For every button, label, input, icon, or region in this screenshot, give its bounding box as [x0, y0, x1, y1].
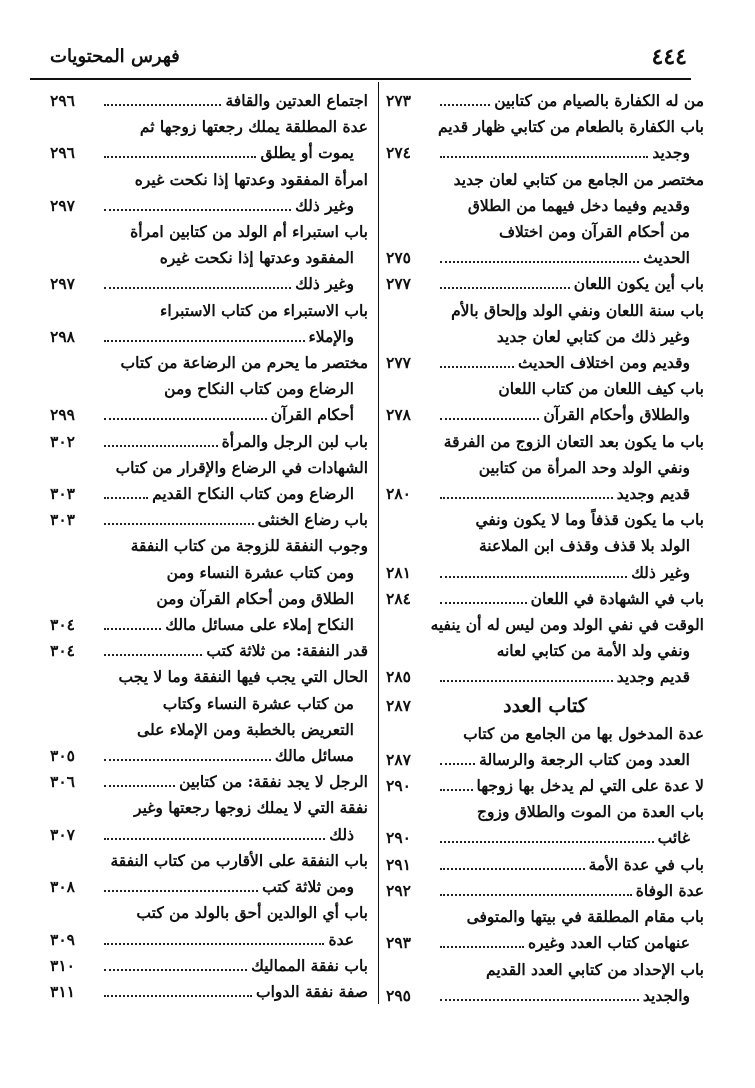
toc-page-number: ٢٧٣: [386, 91, 411, 110]
toc-entry[interactable]: [386, 878, 704, 904]
column-divider: [378, 82, 379, 1004]
toc-page-number: ٣٠٣: [50, 484, 75, 504]
toc-entry-line: عدة المدخول بها من الجامع من كتاب: [463, 723, 704, 743]
toc-entry-line: نفقة التي لا يملك زوجها رجعتها وغير: [134, 798, 368, 818]
toc-entry-title: مسائل مالك: [274, 746, 354, 766]
toc-page-number: ٢٨١: [386, 562, 411, 582]
toc-entry-title: عنهامن كتاب العدد وغيره: [528, 933, 690, 953]
toc-entry[interactable]: [386, 298, 704, 377]
dot-leader: [440, 602, 527, 604]
toc-entry[interactable]: [386, 721, 704, 773]
dot-leader: [104, 340, 305, 342]
toc-entry[interactable]: [386, 88, 704, 114]
toc-entry-line: الحال التي يجب فيها النفقة وما لا يجب: [118, 667, 368, 687]
toc-entry-title: عدة الوفاة: [635, 880, 704, 900]
toc-page-number: ٢٩٠: [386, 776, 411, 796]
toc-entry-title: اجتماع العدتين والقافة: [225, 91, 368, 110]
dot-leader: [104, 418, 267, 420]
toc-entry[interactable]: [386, 586, 704, 612]
toc-page-number: ٢٩٦: [50, 91, 75, 110]
toc-entry-line: باب الاستبراء من كتاب الاستبراء: [160, 300, 368, 320]
dot-leader: [104, 523, 254, 525]
toc-entry-line: المفقود وعدتها إذا نكحت غيره: [159, 248, 354, 268]
toc-entry-title: والطلاق وأحكام القرآن: [543, 405, 690, 425]
toc-entry-line: باب ما يكون بعد التعان الزوج من الفرقة: [443, 431, 704, 451]
toc-entry[interactable]: [50, 429, 368, 455]
toc-entry-title: والجديد: [642, 985, 690, 1005]
dot-leader: [104, 995, 252, 997]
toc-page-number: ٢٧٧: [386, 274, 411, 294]
toc-page-number: ٢٩٢: [386, 880, 411, 900]
dot-leader: [104, 287, 291, 289]
toc-entry-title: الرجل لا يجد نفقة: من كتابين: [179, 772, 368, 792]
toc-entry-line: باب العدة من الموت والطلاق وزوج: [476, 802, 704, 822]
toc-entry[interactable]: [386, 852, 704, 878]
toc-entry-line: الوقت في نفي الولد ومن ليس له أن ينفيه: [430, 615, 704, 635]
toc-entry-title: العدد ومن كتاب الرجعة والرسالة: [479, 749, 690, 769]
toc-entry-line: الطلاق ومن أحكام القرآن ومن: [156, 588, 354, 608]
toc-entry-line: باب النفقة على الأقارب من كتاب النفقة: [110, 850, 368, 870]
toc-entry-title: وقديم ومن اختلاف الحديث: [517, 353, 690, 373]
toc-entry-title: باب نفقة المماليك: [251, 955, 368, 975]
toc-entry-line: امرأة المفقود وعدتها إذا نكحت غيره: [134, 169, 368, 189]
toc-entry-title: والإملاء: [308, 326, 354, 346]
dot-leader: [104, 969, 247, 971]
toc-entry[interactable]: [386, 507, 704, 586]
dot-leader: [440, 946, 524, 948]
dot-leader: [440, 497, 613, 499]
toc-entry-line: ومن كتاب عشرة النساء ومن: [166, 562, 354, 582]
toc-entry-title: وجديد: [652, 143, 690, 163]
toc-entry-line: الولد بلا قذف وقذف ابن الملاعنة: [478, 536, 690, 556]
toc-page-number: ٢٧٧: [386, 353, 411, 373]
toc-entry[interactable]: [50, 769, 368, 795]
toc-entry-title: وغير ذلك: [631, 562, 690, 582]
toc-entry[interactable]: [386, 612, 704, 691]
toc-page-number: ٢٩٠: [386, 828, 411, 848]
toc-page-number: ٣٠٩: [50, 929, 75, 949]
toc-entry[interactable]: [50, 219, 368, 298]
toc-page-number: ٢٩٨: [50, 326, 75, 346]
dot-leader: [440, 418, 539, 420]
toc-page-number: ٢٩٦: [50, 143, 75, 163]
dot-leader: [104, 445, 218, 447]
toc-entry-line: التعريض بالخطبة ومن الإملاء على: [137, 719, 354, 739]
dot-leader: [440, 763, 475, 765]
toc-entry-line: مختصر من الجامع من كتابي لعان جديد: [453, 169, 704, 189]
dot-leader: [440, 261, 639, 263]
toc-page-number: ٢٩٥: [386, 985, 411, 1005]
section-heading-page: ٢٨٧: [386, 695, 411, 715]
running-title: فهرس المحتويات: [50, 46, 180, 67]
toc-entry[interactable]: [386, 167, 704, 272]
toc-page-number: ٣٠٨: [50, 877, 75, 897]
toc-entry-title: باب في عدة الأمة: [588, 854, 704, 874]
dot-leader: [440, 576, 627, 578]
toc-page-number: ٣٠٤: [50, 641, 75, 661]
toc-entry-line: من أحكام القرآن ومن اختلاف: [498, 222, 690, 242]
toc-page-number: ٣٠٢: [50, 431, 75, 451]
toc-entry-title: باب في الشهادة في اللعان: [530, 588, 704, 608]
toc-entry-title: قديم وجديد: [616, 484, 690, 504]
toc-page-number: ٢٧٥: [386, 248, 411, 268]
toc-entry-line: ونفي ولد الأمة من كتابي لعانه: [496, 641, 690, 661]
dot-leader: [104, 890, 258, 892]
toc-entry[interactable]: [386, 904, 704, 956]
toc-entry-line: وغير ذلك من كتابي لعان جديد: [496, 326, 690, 346]
toc-page-number: ٢٩٣: [386, 933, 411, 953]
dot-leader: [104, 785, 175, 787]
toc-entry-line: عدة المطلقة يملك رجعتها زوجها ثم: [139, 117, 368, 137]
toc-entry-line: باب ما يكون قذفاً وما لا يكون ونفي: [475, 510, 704, 530]
toc-entry-title: قديم وجديد: [616, 667, 690, 687]
page-header: [28, 40, 727, 76]
toc-entry[interactable]: [386, 376, 704, 428]
toc-entry[interactable]: [386, 799, 704, 851]
toc-entry[interactable]: [386, 957, 704, 1009]
dot-leader: [440, 841, 654, 843]
toc-entry-line: الشهادات في الرضاع والإقرار من كتاب: [115, 457, 368, 477]
toc-entry-title: الحديث: [643, 248, 690, 268]
dot-leader: [104, 628, 161, 630]
toc-entry[interactable]: [50, 795, 368, 847]
toc-page-number: ٣١٠: [50, 955, 75, 975]
dot-leader: [104, 838, 325, 840]
toc-entry-title: وغير ذلك: [295, 195, 354, 215]
toc-page-number: ٢٧٨: [386, 405, 411, 425]
dot-leader: [104, 759, 271, 761]
toc-page-number: ٢٨٤: [386, 588, 411, 608]
page-number: ٤٤٤: [651, 44, 687, 70]
toc-entry-title: من له الكفارة بالصيام من كتابين: [494, 91, 704, 110]
toc-entry[interactable]: [50, 979, 368, 1005]
toc-entry-title: قدر النفقة: من ثلاثة كتب: [206, 641, 368, 661]
toc-entry-title: يموت أو يطلق: [260, 143, 354, 163]
header-rule: [30, 78, 691, 80]
toc-page-number: ٣٠٧: [50, 824, 75, 844]
toc-entry[interactable]: [50, 953, 368, 979]
toc-entry[interactable]: [50, 114, 368, 166]
toc-entry-title: ومن ثلاثة كتب: [262, 877, 354, 897]
toc-entry-title: وغير ذلك: [295, 274, 354, 294]
toc-page-number: ٢٩٩: [50, 405, 75, 425]
toc-entry-line: باب كيف اللعان من كتاب اللعان: [498, 379, 704, 399]
toc-page-number: ٢٩١: [386, 854, 411, 874]
toc-entry-line: باب سنة اللعان ونفي الولد وإلحاق بالأم: [451, 300, 704, 320]
toc-entry-line: الرضاع ومن كتاب النكاح ومن: [164, 379, 354, 399]
toc-page-number: ٣٠٤: [50, 615, 75, 635]
toc-entry-line: باب أي الوالدين أحق بالولد من كتب: [136, 903, 368, 923]
toc-entry[interactable]: [50, 455, 368, 507]
toc-entry-line: من كتاب عشرة النساء وكتاب: [162, 693, 354, 713]
dot-leader: [440, 789, 473, 791]
toc-column-left: [50, 88, 368, 1005]
toc-entry-line: باب مقام المطلقة في بيتها والمتوفى: [466, 907, 704, 927]
toc-entry-line: وقديم وفيما دخل فيهما من الطلاق: [467, 195, 690, 215]
toc-entry[interactable]: [50, 167, 368, 219]
toc-entry-line: مختصر ما يحرم من الرضاعة من كتاب: [120, 353, 368, 373]
dot-leader: [440, 287, 570, 289]
toc-entry-line: باب الكفارة بالطعام من كتابي ظهار قديم: [437, 117, 704, 137]
dot-leader: [104, 209, 291, 211]
dot-leader: [440, 156, 648, 158]
toc-entry-line: وجوب النفقة للزوجة من كتاب النفقة: [130, 536, 368, 556]
dot-leader: [104, 943, 324, 945]
toc-entry[interactable]: [50, 638, 368, 664]
toc-entry[interactable]: [50, 298, 368, 350]
toc-page-number: ٢٨٧: [386, 749, 411, 769]
dot-leader: [440, 680, 613, 682]
dot-leader: [440, 104, 490, 106]
dot-leader: [104, 497, 148, 499]
toc-entry-line: باب الإحداد من كتابي العدد القديم: [486, 959, 704, 979]
toc-entry[interactable]: [50, 848, 368, 900]
toc-entry-title: عدة: [328, 929, 354, 949]
toc-entry[interactable]: [50, 533, 368, 638]
toc-page-number: ٢٧٤: [386, 143, 411, 163]
toc-column-right: [386, 88, 704, 1009]
toc-entry-title: الرضاع ومن كتاب النكاح القديم: [152, 484, 354, 504]
toc-entry-title: أحكام القرآن: [270, 405, 354, 425]
toc-page-number: ٢٨٥: [386, 667, 411, 687]
toc-entry[interactable]: [386, 114, 704, 166]
toc-entry-title: غائب: [657, 828, 690, 848]
toc-entry[interactable]: [386, 773, 704, 799]
toc-entry-title: ذلك: [329, 824, 354, 844]
toc-entry-title: باب لبن الرجل والمرأة: [221, 431, 368, 451]
toc-entry[interactable]: [50, 664, 368, 769]
dot-leader: [104, 156, 256, 158]
toc-page-number: ٢٩٧: [50, 274, 75, 294]
section-heading-text: كتاب العدد: [503, 694, 587, 717]
toc-entry[interactable]: [50, 350, 368, 429]
toc-page-number: ٢٨٠: [386, 484, 411, 504]
toc-page-number: ٢٩٧: [50, 195, 75, 215]
toc-entry[interactable]: [50, 507, 368, 533]
toc-entry-title: باب أين يكون اللعان: [573, 274, 704, 294]
toc-page-number: ٣١١: [50, 981, 75, 1001]
dot-leader: [440, 894, 632, 896]
dot-leader: [104, 654, 202, 656]
toc-entry[interactable]: [50, 88, 368, 114]
dot-leader: [440, 366, 514, 368]
toc-entry[interactable]: [386, 429, 704, 508]
section-heading: [386, 691, 704, 721]
toc-page-number: ٣٠٣: [50, 510, 75, 530]
toc-entry-title: صفة نفقة الدواب: [256, 981, 368, 1001]
toc-entry-title: النكاح إملاء على مسائل مالك: [165, 615, 354, 635]
toc-entry-line: ونفي الولد وحد المرأة من كتابين: [478, 457, 690, 477]
dot-leader: [104, 104, 221, 106]
toc-entry[interactable]: [50, 900, 368, 952]
dot-leader: [440, 868, 585, 870]
toc-page-number: ٣٠٥: [50, 746, 75, 766]
toc-entry[interactable]: [386, 271, 704, 297]
dot-leader: [440, 999, 639, 1001]
toc-entry-title: لا عدة على التي لم يدخل بها زوجها: [476, 776, 704, 796]
toc-page-number: ٣٠٦: [50, 772, 75, 792]
toc-entry-line: باب استبراء أم الولد من كتابين امرأة: [130, 222, 368, 242]
toc-entry-title: باب رضاع الخنثى: [257, 510, 368, 530]
